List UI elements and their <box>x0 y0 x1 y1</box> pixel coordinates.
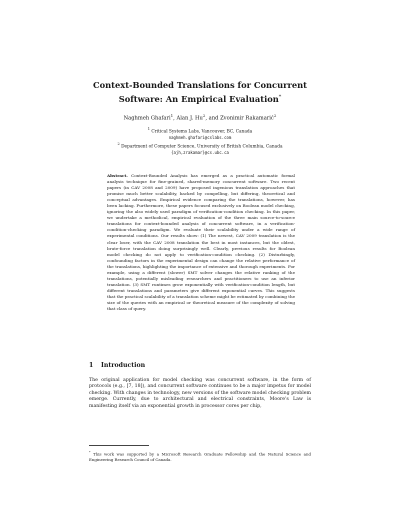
affiliation-mark: 1 <box>147 127 151 131</box>
affiliation-name: Critical Systems Labs, Vancouver, BC, Canada <box>151 129 253 135</box>
section-title: Introduction <box>101 362 146 369</box>
author-affil-mark: 2 <box>202 113 206 118</box>
title-line-2: Software: An Empirical Evaluation <box>118 93 279 104</box>
affiliation <box>60 141 340 157</box>
author-name: Naghmeh Ghafari <box>123 115 171 122</box>
footnote <box>89 449 311 463</box>
author-affil-mark: 2 <box>273 113 277 118</box>
affiliation-mark: 2 <box>117 142 120 146</box>
abstract <box>107 173 295 312</box>
abstract-text: Context-Bounded Analysis has emerged as a practical automatic formal analysis technique for fine-grained, shared-memory concurrent software. Two recent papers (in CAV 2008 and 2009) have proposed ingenious translation approaches that promise much better scalability, backed by compelling, but differing, theoretical and conceptual advantages. Empirical evidence comparing the translations, however, has been lacking. Furthermore, these papers focused exclusively on Boolean model checking, ignoring the also widely used paradigm of verification-condition checking. In this paper, we undertake a methodical, empirical evaluation of the three main source-to-source translations for context-bounded analysis of concurrent software, in a verification-condition-checking paradigm. We evaluate their scalability under a wide range of experimental conditions. Our results show: (1) The newest, CAV 2009 translation is the clear loser, with the CAV 2008 translation the best in most instances, but the oldest, brute-force translation doing surprisingly well. Clearly, previous results for Boolean model checking do not apply to verification-condition checking. (2) Disturbingly, confounding factors in the experimental design can change the relative performance of the translations, highlighting the importance of extensive and thorough experiments. For example, using a different (slower) SMT solver changes the relative ranking of the translations, potentially misleading researchers and practitioners to use an inferior translation. (3) SMT runtimes grow exponentially with verification-condition length, but different translations and parameters give different exponential curves. This suggests that the practical scalability of a translation scheme might be estimated by combining the size of the queries with an empirical or theoretical measure of the complexity of solving that class of query. <box>107 173 295 312</box>
footnote-mark: * <box>89 450 91 454</box>
footnote-text: This work was supported by a Microsoft Research Graduate Fellowship and the Natural Science and Engineering Research Council of Canada. <box>89 451 311 463</box>
abstract-label: Abstract. <box>107 173 128 178</box>
author-name: Zvonimir Rakamarić <box>220 115 274 122</box>
affiliation <box>60 126 340 142</box>
footnote-divider <box>89 445 149 446</box>
introduction-paragraph: The original application for model checking was concurrent software, in the form of protocols (e.g., [7, 18]), and concurrent software continues to be a major impetus for model checking. With changes in technology, new versions of the software model checking problem emerge. Currently, due to architectural and electrical constraints, Moore's Law is manifesting itself via an exponential growth in processor cores per chip, <box>89 378 311 409</box>
author-separator: , <box>173 115 177 122</box>
title-footnote-mark: * <box>278 94 282 100</box>
affiliation-email: naghmeh.ghafari@cslabs.com <box>168 135 232 141</box>
section-number: 1 <box>89 362 94 369</box>
title-line-1: Context-Bounded Translations for Concurrent <box>92 80 308 90</box>
affiliation-email: {ajh,zrakamar}@cs.ubc.ca <box>171 150 229 156</box>
author-list <box>60 112 340 123</box>
author-separator: , and <box>205 115 221 122</box>
affiliation-name: Department of Computer Science, University of British Columbia, Canada <box>121 144 283 150</box>
section-heading <box>89 362 145 369</box>
author-affil-mark: 1 <box>170 113 174 118</box>
author-name: Alan J. Hu <box>176 115 203 122</box>
paper-title <box>60 79 340 105</box>
